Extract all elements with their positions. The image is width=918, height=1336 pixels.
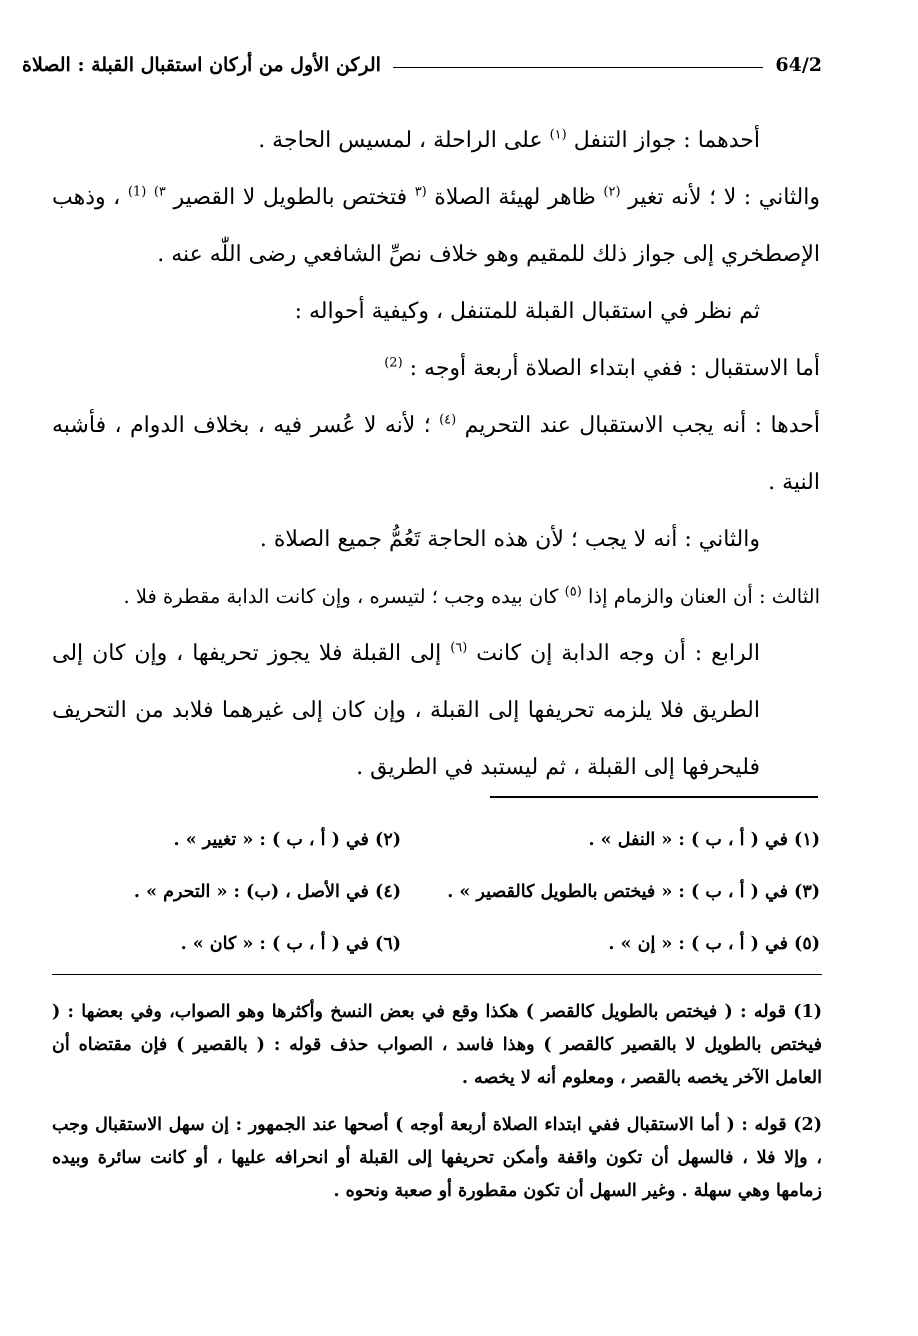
paragraph-5: أحدها : أنه يجب الاستقبال عند التحريم $^{(٤)}$ ؛ لأنه لا عُسر فيه ، بخلاف الدوام ، فأشبه النية . bbox=[52, 412, 821, 495]
footnote-ref: (٣ bbox=[414, 184, 427, 200]
paragraph-4: أما الاستقبال : ففي ابتداء الصلاة أربعة أوجه : $^{(2)}$ bbox=[384, 355, 820, 381]
variant-footnote-5: (٥) في ( أ ، ب ) : « إن » . bbox=[608, 934, 820, 954]
footnote-divider bbox=[490, 796, 818, 798]
variant-footnotes bbox=[52, 822, 822, 962]
footnote-ref: (٤) bbox=[439, 412, 457, 428]
paragraph-2: والثاني : لا ؛ لأنه تغير $^{(٢)}$ ظاهر لهيئة الصلاة $^{(٣}$ فتختص بالطويل لا القصير $^{٣)}$ $^{(1)}$ ، وذهب الإصطخري إلى جواز ذلك للمقيم وهو خلاف نصِّ الشافعي رضى اللّٰه عنه . bbox=[52, 184, 820, 267]
main-text bbox=[52, 112, 820, 796]
paragraph-6: والثاني : أنه لا يجب ؛ لأن هذه الحاجة تَعُمُّ جميع الصلاة . bbox=[259, 527, 760, 552]
note-2: (2) قوله : ( أما الاستقبال ففي ابتداء الصلاة أربعة أوجه ) أصحها عند الجمهور : إن سهل الاستقبال وجب ، وإلا فلا ، فالسهل أن تكون واقفة وأمكن تحريفها إلى القبلة أو انحرافه عليها ، أو كانت سائرة وبيده زمامها وهي سهلة . وغير السهل أن تكون مقطورة أو صعبة ونحوه . bbox=[52, 1115, 822, 1201]
footnote-ref: (2) bbox=[384, 355, 403, 371]
variant-footnote-6: (٦) في ( أ ، ب ) : « كان » . bbox=[180, 934, 401, 954]
commentary-notes bbox=[52, 996, 822, 1222]
variant-footnote-1: (١) في ( أ ، ب ) : « النفل » . bbox=[588, 830, 820, 850]
footnote-ref: (٢) bbox=[603, 184, 621, 200]
footnote-ref: (٥) bbox=[564, 584, 582, 600]
paragraph-3: ثم نظر في استقبال القبلة للمتنفل ، وكيفية أحواله : bbox=[294, 299, 760, 324]
paragraph-1: أحدهما : جواز التنفل $^{(١)}$ على الراحلة ، لمسيس الحاجة . bbox=[258, 127, 760, 153]
running-header bbox=[22, 48, 822, 82]
variant-footnote-4: (٤) في الأصل ، (ب) : « التحرم » . bbox=[133, 882, 401, 902]
variant-footnote-2: (٢) في ( أ ، ب ) : « تغيير » . bbox=[173, 830, 401, 850]
notes-divider bbox=[52, 974, 822, 975]
variant-footnote-3: (٣) في ( أ ، ب ) : « فيختص بالطويل كالقصير » . bbox=[447, 882, 820, 902]
note-1: (1) قوله : ( فيختص بالطويل كالقصر ) هكذا وقع في بعض النسخ وأكثرها وهو الصواب، وفي بعضها : ( فيختص بالطويل لا بالقصير كالقصر ) وهذا فاسد ، الصواب حذف قوله : ( بالقصير ) فإن مقتضاه أن العامل الآخر يخصه بالقصر ، ومعلوم أنه لا يخصه . bbox=[52, 1002, 822, 1088]
footnote-ref: (1) bbox=[127, 184, 147, 200]
paragraph-8: الرابع : أن وجه الدابة إن كانت $^{(٦)}$ إلى القبلة فلا يجوز تحريفها ، وإن كان إلى الطريق فلا يلزمه تحريفها إلى القبلة ، وإن كان إلى غيرهما فلابد من التحريف فليحرفها إلى القبلة ، ثم ليستبد في الطريق . bbox=[52, 640, 760, 780]
footnote-ref: (١) bbox=[549, 127, 567, 143]
paragraph-7: الثالث : أن العنان والزمام إذا $^{(٥)}$ كان بيده وجب ؛ لتيسره ، وإن كانت الدابة مقطرة فلا . bbox=[123, 584, 820, 608]
footnote-ref: ٣) bbox=[153, 184, 166, 200]
footnote-ref: (٦) bbox=[450, 640, 468, 656]
running-title: الركن الأول من أركان استقبال القبلة : الصلاة bbox=[22, 54, 381, 76]
header-rule bbox=[393, 67, 763, 68]
page-number: 64/2 bbox=[775, 54, 822, 76]
